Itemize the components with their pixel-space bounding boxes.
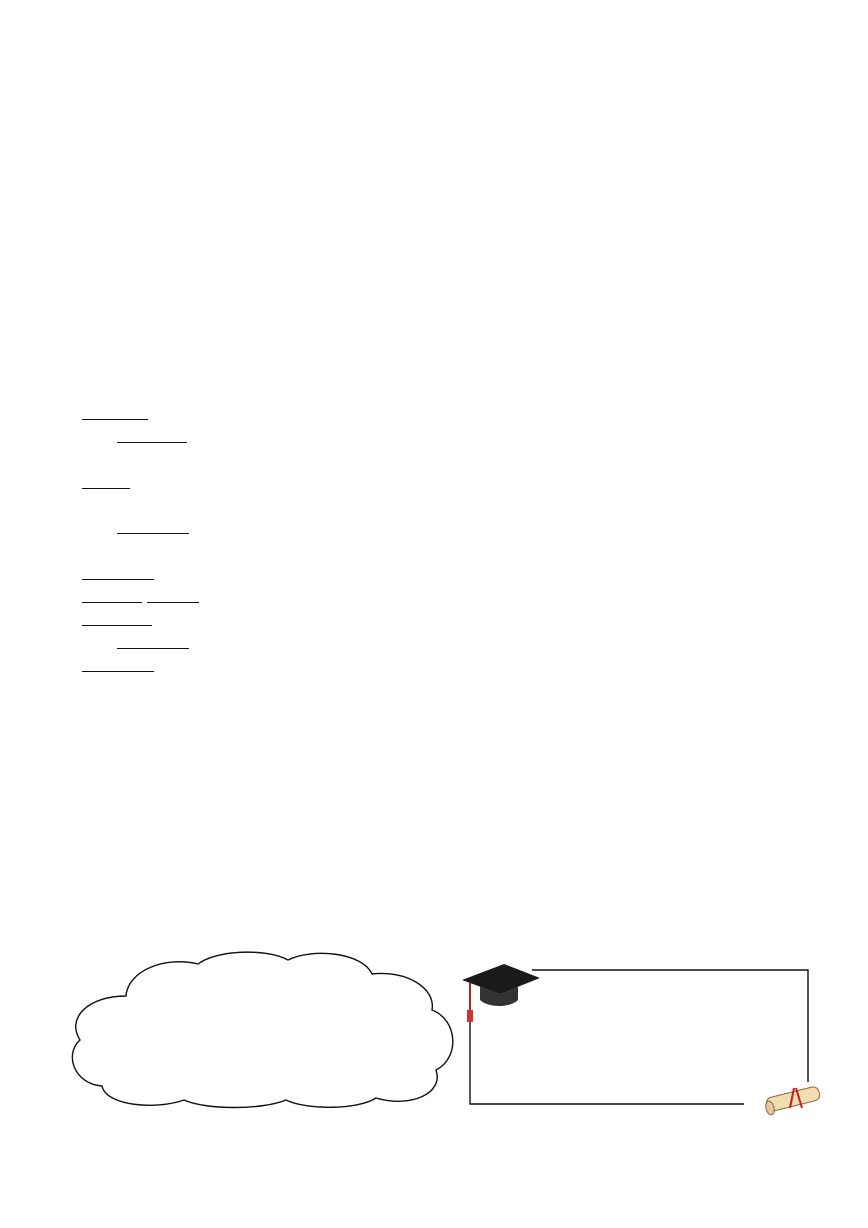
blank-46 bbox=[147, 602, 199, 603]
blank-42 bbox=[82, 488, 130, 489]
paragraph-1-line-2 bbox=[82, 404, 787, 427]
paragraph-2-line-3 bbox=[82, 473, 787, 496]
blank-43 bbox=[117, 533, 189, 534]
blank-48 bbox=[117, 648, 189, 649]
anna-text bbox=[490, 982, 790, 1005]
blank-41 bbox=[117, 442, 187, 443]
blank-44 bbox=[82, 579, 154, 580]
paragraph-3-line-1 bbox=[82, 518, 787, 541]
blank-47 bbox=[82, 625, 152, 626]
paragraph-3-line-5 bbox=[82, 610, 787, 633]
blank-45 bbox=[82, 602, 142, 603]
paragraph-3-line-4 bbox=[82, 587, 787, 610]
blank-49 bbox=[82, 671, 154, 672]
paragraph-3-line-3 bbox=[82, 564, 787, 587]
speech-cloud bbox=[66, 948, 462, 1110]
paragraph-4-line-2 bbox=[82, 656, 787, 679]
paragraph-2-line-1 bbox=[82, 427, 787, 450]
blank-40 bbox=[82, 419, 148, 420]
paragraph-4-line-1 bbox=[82, 633, 787, 656]
diploma-scroll-icon bbox=[760, 1082, 826, 1116]
